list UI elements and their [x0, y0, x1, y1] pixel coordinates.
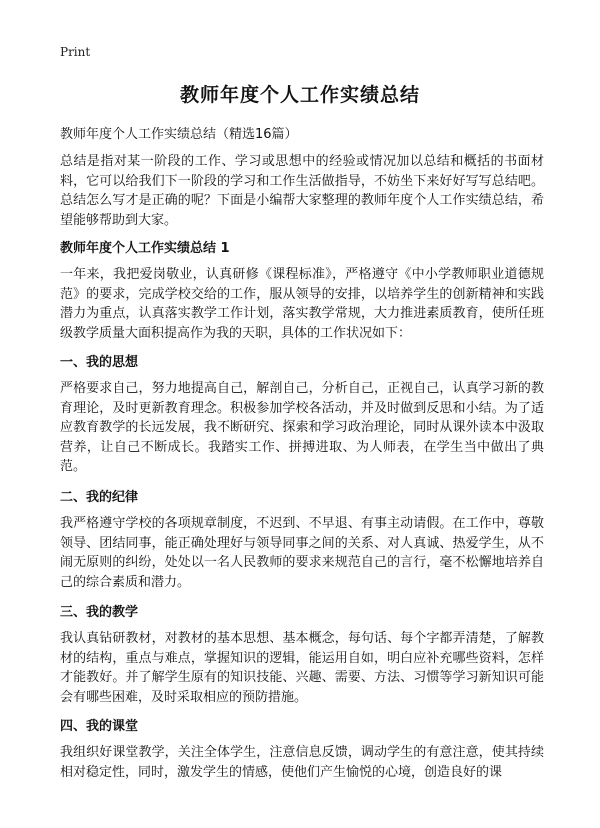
section-paragraph: 一年来，我把爱岗敬业，认真研修《课程标准》，严格遵守《中小学教师职业道德规范》的要求，完成学校交给的工作，服从领导的安排，以培养学生的创新精神和实践潜力为重点，认真落实教学工作计划，落实教学常规，大力推进素质教育，使所任班级教学质量大面积提高作为我的天职，具体的工作状况如下： [60, 267, 544, 341]
subsection-paragraph-teaching: 我认真钻研教材，对教材的基本思想、基本概念，每句话、每个字都弄清楚，了解教材的结构，重点与难点，掌握知识的逻辑，能运用自如，明白应补充哪些资料，怎样才能教好。并了解学生原有的知识技能、兴趣、需要、方法、习惯等学习新知识可能会有哪些困难，及时采取相应的预防措施。 [60, 631, 544, 705]
subsection-heading-classroom: 四、我的课堂 [60, 719, 139, 734]
subsection-heading-discipline: 二、我的纪律 [60, 490, 139, 505]
subsection-paragraph-discipline: 我严格遵守学校的各项规章制度，不迟到、不早退、有事主动请假。在工作中，尊敬领导、团结同事，能正确处理好与领导同事之间的关系、对人真诚、热爱学生，从不闹无原则的纠纷，处处以一名人民教师的要求来规范自己的言行，毫不松懈地培养自己的综合素质和潜力。 [60, 516, 544, 590]
print-link[interactable]: Print [60, 45, 91, 59]
subsection-paragraph-thought: 严格要求自己，努力地提高自己，解剖自己，分析自己，正视自己，认真学习新的教育理论，及时更新教育理念。积极参加学校各活动，并及时做到反思和小结。为了适应教育教学的长远发展，我不断研究、探索和学习政治理论，同时从课外读本中汲取营养，让自己不断成长。我踏实工作、拼搏进取、为人师表，在学生当中做出了典范。 [60, 381, 544, 474]
subsection-heading-teaching: 三、我的教学 [60, 605, 139, 620]
intro-paragraph: 总结是指对某一阶段的工作、学习或思想中的经验或情况加以总结和概括的书面材料，它可以给我们下一阶段的学习和工作生活做指导，不妨坐下来好好写写总结吧。总结怎么写才是正确的呢？下面是小编帮大家整理的教师年度个人工作实绩总结，希望能够帮助到大家。 [60, 154, 544, 228]
section-heading: 教师年度个人工作实绩总结 1 [60, 241, 230, 256]
document-subtitle: 教师年度个人工作实绩总结（精选16篇） [60, 127, 298, 142]
subsection-paragraph-classroom: 我组织好课堂教学，关注全体学生，注意信息反馈，调动学生的有意注意，使其持续相对稳定性，同时，激发学生的情感，使他们产生愉悦的心境，创造良好的课 [60, 745, 544, 780]
page-title: 教师年度个人工作实绩总结 [179, 84, 420, 106]
subsection-heading-thought: 一、我的思想 [60, 355, 139, 370]
